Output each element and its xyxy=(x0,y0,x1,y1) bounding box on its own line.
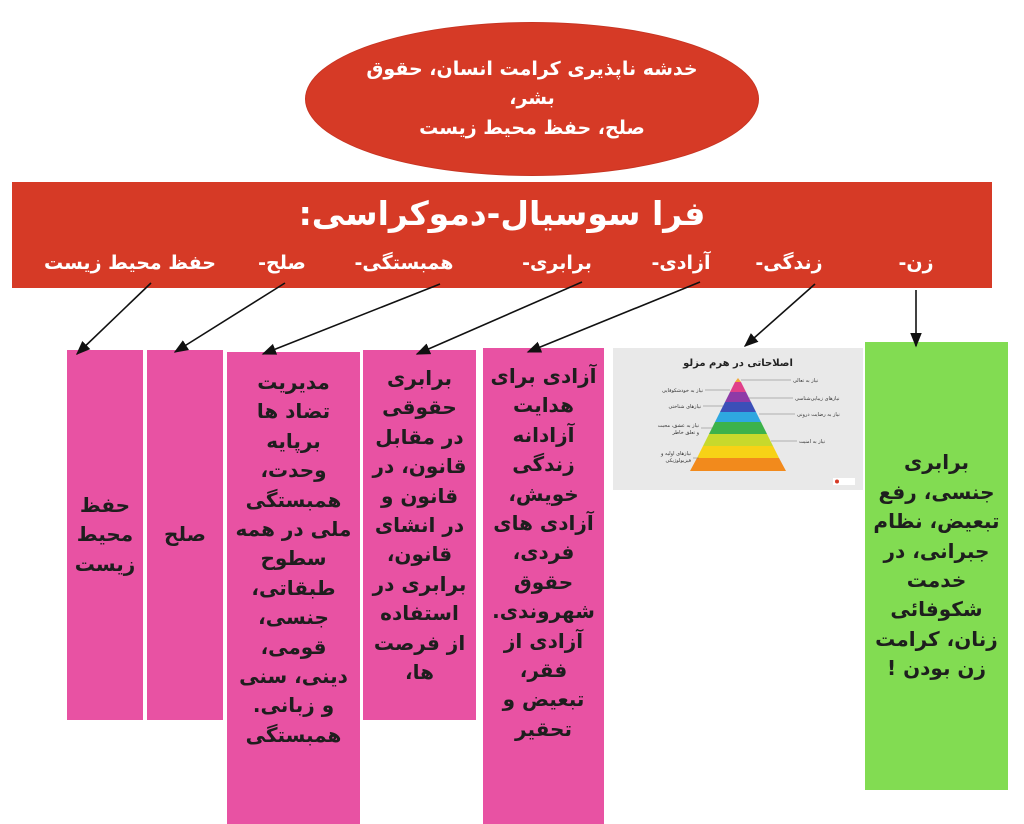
pyramid-tier-9 xyxy=(690,458,786,471)
pyramid-label-love-1: نیاز به عشق، محبت xyxy=(657,423,699,429)
pyramid-label-esteem: نیاز به رضایت درونی xyxy=(797,412,840,418)
banner-item-solidarity: همبستگی- xyxy=(354,252,454,274)
pyramid-label-physiological-1: نیازهای اولیه و xyxy=(660,451,691,457)
arrow-solidarity xyxy=(263,284,440,354)
arrow-environment xyxy=(77,283,151,354)
freedom-box xyxy=(483,348,604,824)
peace-box xyxy=(147,350,223,720)
equality-text: برابری حقوقی در مقابل قانون، در قانون و در انشای قانون، برابری در استفاده از فرصت ها، xyxy=(372,366,467,684)
pyramid-label-physiological-2: فیزیولوژیکی xyxy=(665,458,691,464)
woman-box xyxy=(865,342,1008,790)
peace-text: صلح xyxy=(164,522,206,547)
maslow-pyramid-image xyxy=(613,348,863,490)
banner-item-woman: زن- xyxy=(898,252,934,274)
pyramid-title: اصلاحاتی در هرم مزلو xyxy=(683,358,793,369)
pyramid-tier-6 xyxy=(709,422,767,434)
pyramid-tier-7 xyxy=(703,434,773,446)
freedom-text: آزادی برای هدایت آزادانه زندگی خویش، آزادی های فردی، حقوق شهروندی. آزادی از فقر، تبعیض و تحقیر xyxy=(490,364,597,741)
pyramid-tier-1 xyxy=(735,378,741,382)
pyramid-tier-4 xyxy=(720,402,756,412)
pyramid-tier-3 xyxy=(725,392,751,402)
pyramid-label-self-actualization: نیاز به خودشکوفایی xyxy=(662,388,703,394)
pyramid-logo-mark xyxy=(835,480,839,484)
equality-box xyxy=(363,350,476,720)
pyramid-label-cognitive: نیازهای شناختی xyxy=(668,404,701,410)
title-banner xyxy=(12,182,992,288)
arrow-equality xyxy=(417,282,582,354)
solidarity-text: مدیریت تضاد ها برپایه وحدت، همبستگی ملی در همه سطوح طبقاتی، جنسی، قومی، دینی، سنی و زبانی. همبستگی xyxy=(235,370,352,747)
banner-item-peace: صلح- xyxy=(258,252,306,274)
banner-item-freedom: آزادی- xyxy=(651,252,711,274)
pyramid-label-love-2: و تعلق خاطر xyxy=(672,430,699,436)
ellipse-line-2: صلح، حفظ محیط زیست xyxy=(419,116,645,139)
arrow-freedom xyxy=(528,282,700,352)
pyramid-label-transcendence: نیاز به تعالی xyxy=(793,378,819,384)
pyramid-tier-5 xyxy=(715,412,761,422)
pyramid-label-aesthetic: نیازهای زیبایی‌شناسی xyxy=(795,396,840,402)
banner-item-equality: برابری- xyxy=(522,252,592,274)
pyramid-label-safety: نیاز به امنیت xyxy=(799,439,826,445)
arrow-life xyxy=(745,284,815,346)
woman-text: برابری جنسی، رفع تبعیض، نظام جبرانی، در خدمت شکوفائی زنان، کرامت زن بودن ! xyxy=(873,450,1000,681)
maslow-pyramid-svg xyxy=(613,348,863,490)
pyramid-tier-2 xyxy=(730,382,746,392)
banner-items xyxy=(12,252,992,282)
environment-text: حفظ محیط زیست xyxy=(74,492,136,576)
ellipse-line-1: خدشه ناپذیری کرامت انسان، حقوق بشر، xyxy=(366,57,698,110)
banner-item-environment: حفظ محیط زیست xyxy=(43,252,217,274)
environment-box xyxy=(67,350,143,720)
core-values-ellipse xyxy=(305,22,759,176)
arrow-peace xyxy=(175,283,285,352)
solidarity-box xyxy=(227,352,360,824)
banner-title: فرا سوسیال-دموکراسی: xyxy=(298,194,706,233)
pyramid-tier-8 xyxy=(697,446,779,458)
banner-item-life: زندگی- xyxy=(755,252,823,274)
